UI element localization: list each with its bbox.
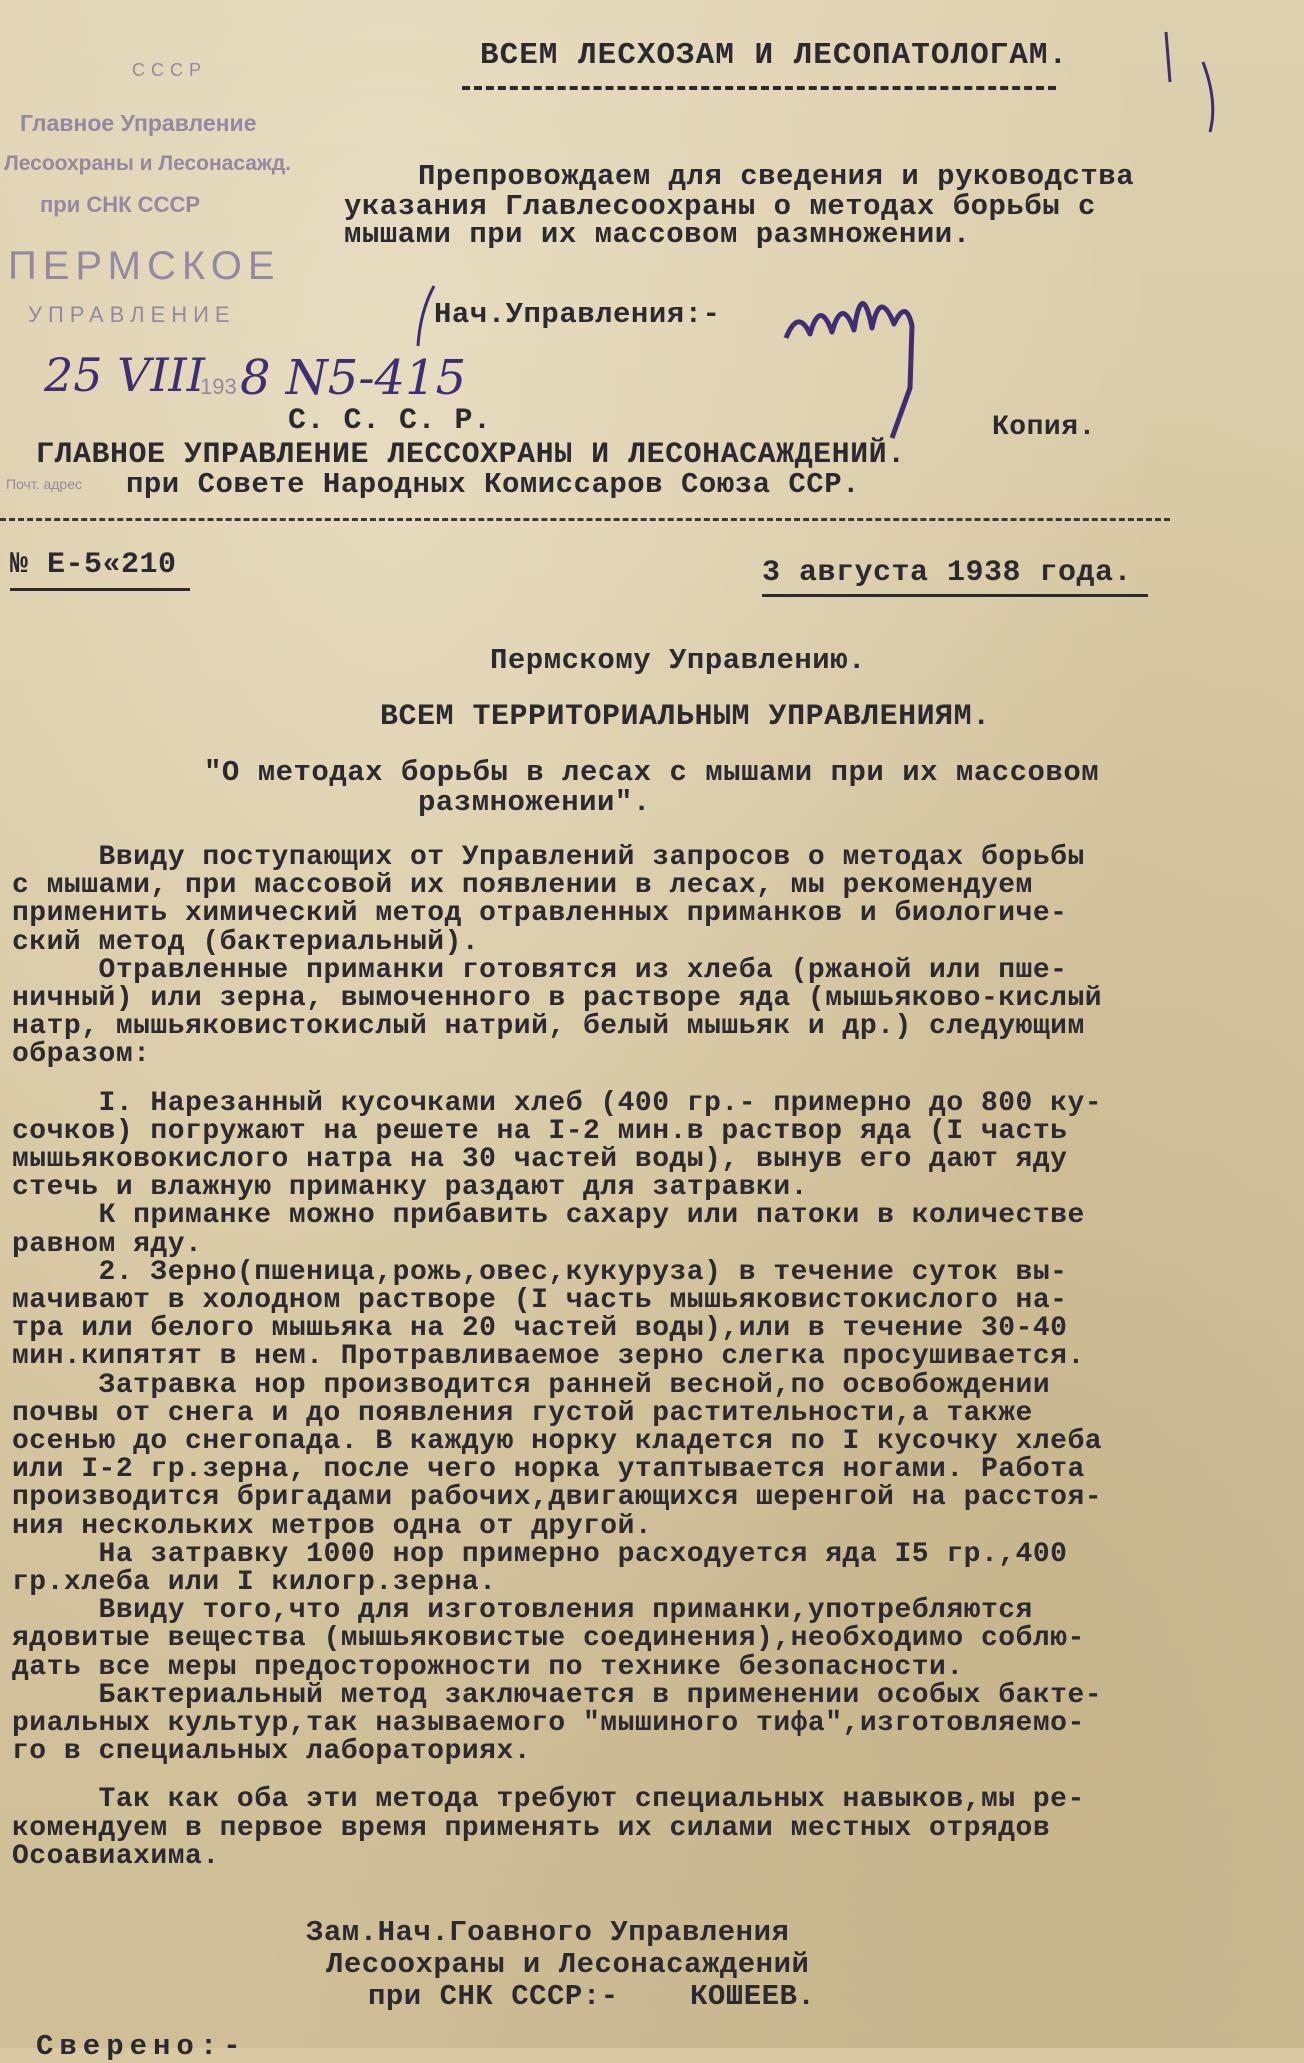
body-line: I. Нарезанный кусочками хлеб (400 гр.- примерно до 800 ку- (12, 1087, 1103, 1119)
body-line: Затравка нор производится ранней весной,по освобождении (12, 1369, 1051, 1401)
cover-line-3: мышами при их массовом размножении. (344, 218, 971, 251)
body-line: мачивают в холодном растворе (I часть мышьяковистокислого на- (12, 1285, 1068, 1316)
body-line: ский метод (бактериальный). (12, 926, 480, 958)
body-line: производится бригадами рабочих,двигающихся шеренгой на расстоя- (12, 1482, 1103, 1514)
org-council: при Совете Народных Комиссаров Союза ССР. (126, 468, 861, 501)
body-line: дать все меры предосторожности по технике безопасности. (12, 1651, 964, 1683)
body-line: натр, мышьяковистокислый натрий, белый мышьяк и др.) следующим (12, 1011, 1085, 1043)
body-line: мышьяковокислого натра на 30 частей воды), вынув его дают яду (12, 1144, 1068, 1175)
body-line: или I-2 гр.зерна, после чего норка утаптывается ногами. Работа (12, 1454, 1085, 1486)
body-line: го в специальных лабораториях. (12, 1736, 532, 1768)
header-divider (0, 518, 1170, 521)
body-line: осенью до снегопада. В каждую норку кладется по I кусочку хлеба (12, 1426, 1103, 1457)
org-country: С. С. С. Р. (288, 404, 492, 438)
stamp-line-perm: ПЕРМСКОЕ (8, 244, 281, 288)
body-line: мин.кипятят в нем. Протравливаемое зерно слегка просушивается. (12, 1341, 1085, 1373)
body-line: почвы от снега и до появления густой растительности,а также (12, 1397, 1033, 1429)
body-line: гр.хлеба или I килогр.зерна. (12, 1567, 497, 1598)
chief-label: Нач.Управления:- (434, 298, 721, 331)
document-title: ВСЕМ ЛЕСХОЗАМ И ЛЕСОПАТОЛОГАМ. (480, 38, 1069, 73)
stamp-line-directorate: УПРАВЛЕНИЕ (28, 302, 236, 327)
stamp-year-prefix: 193 (200, 374, 237, 399)
body-line: применить химический метод отравленных приманков и биологиче- (12, 898, 1068, 930)
handwritten-date: 25 VIII (44, 348, 205, 402)
signature-title-2: Лесоохраны и Лесонасаждений (326, 1948, 810, 1981)
body-line: комендуем в первое время применять их силами местных отрядов (12, 1812, 1051, 1844)
title-underline (462, 86, 1056, 90)
body-line: На затравку 1000 нор примерно расходуется яда I5 гр.,400 (12, 1538, 1068, 1570)
body-line: риальных культур,так называемого "мышиного тифа",изготовляемо- (12, 1708, 1085, 1739)
verified-label: Сверено:- (36, 2030, 247, 2063)
document-date: 3 августа 1938 года. (762, 556, 1133, 590)
signature-title-1: Зам.Нач.Гоавного Управления (306, 1916, 790, 1949)
body-line: ничный) или зерна, вымоченного в растворе яда (мышьяково-кислый (12, 983, 1103, 1014)
org-name: ГЛАВНОЕ УПРАВЛЕНИЕ ЛЕССОХРАНЫ И ЛЕСОНАСАЖДЕНИЙ. (36, 438, 906, 472)
body-line: с мышами, при массовой их появлении в лесах, мы рекомендуем (12, 870, 1033, 902)
body-line: сочков) погружают на решете на I-2 мин.в раствор яда (I часть (12, 1115, 1068, 1147)
copy-label: Копия. (992, 412, 1096, 443)
body-line: Бактериальный метод заключается в применении особых бакте- (12, 1679, 1103, 1711)
stamp-country: СССР (132, 60, 208, 80)
body-line: стечь и влажную приманку раздают для затравки. (12, 1172, 808, 1204)
body-line: Осоавиахима. (12, 1840, 220, 1872)
addressee-all: ВСЕМ ТЕРРИТОРИАЛЬНЫМ УПРАВЛЕНИЯМ. (380, 700, 991, 734)
body-line: К приманке можно прибавить сахару или патоки в количестве (12, 1200, 1085, 1232)
body-line: Ввиду того,что для изготовления приманки,употребляются (12, 1595, 1033, 1627)
body-line: Так как оба эти метода требуют специальных навыков,мы ре- (12, 1784, 1085, 1816)
body-line: Ввиду поступающих от Управлений запросов о методах борьбы (12, 842, 1085, 873)
date-underline (762, 594, 1148, 597)
body-line: 2. Зерно(пшеница,рожь,овес,кукуруза) в течение суток вы- (12, 1256, 1068, 1288)
stamp-postal-note: Почт. адрес (6, 476, 83, 492)
cover-line-2: указания Главлесоохраны о методах борьбы с (344, 190, 1096, 223)
subject-line-2: размножении". (418, 786, 651, 819)
subject-line-1: "О методах борьбы в лесах с мышами при их массовом (204, 756, 1100, 789)
signatory-name: КОШЕЕВ. (690, 1980, 816, 2013)
stamp-line-snk: при СНК СССР (40, 192, 201, 217)
signature-title-3: при СНК СССР:- (368, 1980, 619, 2013)
addressee-perm: Пермскому Управлению. (490, 644, 866, 677)
body-line: тра или белого мышьяка на 20 частей воды),или в течение 30-40 (12, 1313, 1068, 1345)
cover-line-1: Препровождаем для сведения и руководства (418, 160, 1135, 193)
corner-mark (1150, 14, 1175, 60)
body-line: ния нескольких метров одна от другой. (12, 1510, 653, 1542)
handwritten-number: 8 N5-415 (240, 350, 467, 406)
stamp-line-main-admin: Главное Управление (20, 110, 257, 136)
body-line: образом: (12, 1039, 151, 1071)
stamp-line-forest: Лесоохраны и Лесонасажд. (4, 152, 292, 175)
body-line: равном яду. (12, 1228, 203, 1260)
signature-scribble-icon (780, 268, 940, 448)
document-number: № Е-5«210 (10, 548, 177, 582)
number-underline (10, 588, 190, 591)
body-line: Отравленные приманки готовятся из хлеба (ржаной или пше- (12, 954, 1068, 986)
body-line: ядовитые вещества (мышьяковистые соединения),необходимо соблю- (12, 1623, 1085, 1655)
